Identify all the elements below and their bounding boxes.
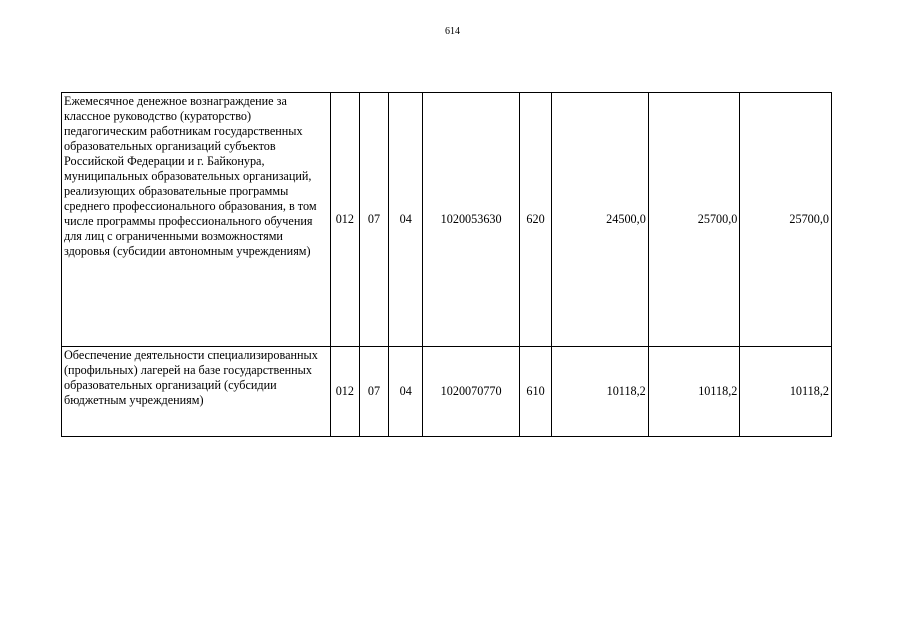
ministry-code: 012 [330, 93, 359, 347]
section-code: 07 [359, 347, 388, 437]
expense-type-code: 620 [519, 93, 551, 347]
table-row [62, 93, 832, 347]
table-row [62, 347, 832, 437]
amount-year-2: 10118,2 [648, 347, 740, 437]
amount-year-3: 10118,2 [740, 347, 832, 437]
target-article-code: 1020053630 [423, 93, 520, 347]
target-article-code: 1020070770 [423, 347, 520, 437]
ministry-code: 012 [330, 347, 359, 437]
page-number: 614 [445, 26, 460, 37]
section-code: 07 [359, 93, 388, 347]
amount-year-1: 24500,0 [552, 93, 649, 347]
expense-type-code: 610 [519, 347, 551, 437]
subsection-code: 04 [389, 93, 423, 347]
amount-year-1: 10118,2 [552, 347, 649, 437]
row-description: Обеспечение деятельности специализированных (профильных) лагерей на базе государственных образовательных организаций (субсидии бюджетным учреждениям) [62, 347, 331, 437]
budget-table [61, 92, 832, 437]
subsection-code: 04 [389, 347, 423, 437]
amount-year-3: 25700,0 [740, 93, 832, 347]
amount-year-2: 25700,0 [648, 93, 740, 347]
row-description: Ежемесячное денежное вознаграждение за классное руководство (кураторство) педагогическим работникам государственных образовательных организаций субъектов Российской Федерации и г. Байконура, муниципальных образовательных организаций, реализующих образовательные программы среднего профессионального образования, в том числе программы профессионального обучения для лиц с ограниченными возможностями здоровья (субсидии автономным учреждениям) [62, 93, 331, 347]
